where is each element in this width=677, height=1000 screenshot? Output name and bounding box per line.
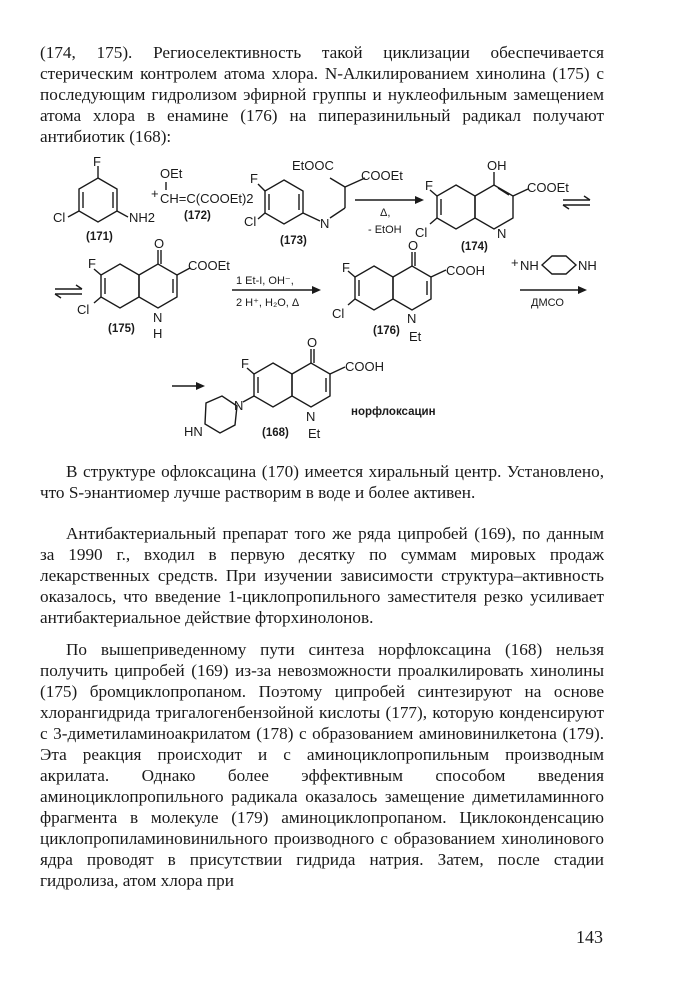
atom-n: N <box>234 398 244 413</box>
condition-step1: 1 Et-I, OH⁻, <box>236 275 294 287</box>
atom-cl: Cl <box>53 210 66 225</box>
equilibrium-arrow-1 <box>563 196 590 209</box>
label-175: (175) <box>108 323 135 335</box>
atom-oh: OH <box>487 158 507 173</box>
atom-n: N <box>320 216 330 231</box>
structure-175 <box>77 236 230 341</box>
atom-f: F <box>88 256 96 271</box>
atom-et: Et <box>409 329 422 344</box>
atom-o: O <box>408 238 419 253</box>
compound-name: норфлоксацин <box>351 406 436 418</box>
group-cooh: COOH <box>446 263 485 278</box>
atom-n: N <box>497 226 507 241</box>
atom-hn: HN <box>184 424 203 439</box>
structure-piperazine <box>511 255 597 274</box>
atom-nh: NH <box>520 258 539 273</box>
label-171: (171) <box>86 231 113 243</box>
label-173: (173) <box>280 235 307 247</box>
paragraph-intro: (174, 175). Региоселективность такой циклизации обеспечивается стерическим контролем атома хлора. N-Алкилированием хинолина (175) с последующим гидролизом эфирной группы и нуклеофильным замещением атома хлора в енамине (176) на пиперазинильный радикал получают антибиотик (168): <box>40 43 604 146</box>
atom-oet: OEt <box>160 166 183 181</box>
atom-f: F <box>93 154 101 169</box>
atom-o: O <box>154 236 165 251</box>
atom-o: O <box>307 335 318 350</box>
condition-heat: Δ, <box>380 207 391 219</box>
condition-step2: 2 H⁺, H₂O, Δ <box>236 297 300 309</box>
atom-cl: Cl <box>415 225 428 240</box>
plus-sign: + <box>151 186 159 201</box>
atom-f: F <box>250 171 258 186</box>
plus-sign: + <box>511 255 519 270</box>
atom-f: F <box>342 260 350 275</box>
group-cooh: COOH <box>345 359 384 374</box>
condition-dmso: ДМСО <box>531 297 564 309</box>
atom-f: F <box>425 178 433 193</box>
structure-168 <box>184 335 436 441</box>
atom-n: N <box>306 409 316 424</box>
paragraph-ciprobay: Антибактериальный препарат того же ряда ципробей (169), по данным за 1990 г., входил в первую десятку по суммам мировых продаж лекарственных средств. При изучении зависимости структура–активность оказалось, что введение 1-циклопропильного заместителя резко усиливает антибактериальное действие фторхинолонов. <box>40 524 604 627</box>
atom-f: F <box>241 356 249 371</box>
paragraph-synthesis: По вышеприведенному пути синтеза норфлоксацина (168) нельзя получить ципробей (169) из-за невозможности проалкилировать хинолины (175) бромциклопропаном. Поэтому ципробей синтезируют на основе хлорангидрида тригалогенбензойной кислоты (177), которую конденсируют с 3-диметиламиноакрилатом (178) с образованием аминовинилкетона (179). Эта реакция происходит и с аминоциклопропильным производным акрилата. Однако более эффективным способом введения аминоциклопропильного радикала оказалось замещение диметиламинного фрагмента в молекуле (179) аминоциклопропаном. Циклоконденсацию циклопропиламиновинильного производного с образованием хинолинового ядра проводят в присутствии гидрида натрия. Затем, после стадии гидролиза, атом хлора при <box>40 640 604 890</box>
reaction-arrow-3 <box>520 286 587 309</box>
paragraph-ofloxacin: В структуре офлоксацина (170) имеется хиральный центр. Установлено, что S-энантиомер лучше растворим в воде и более активен. <box>40 462 604 502</box>
atom-n: N <box>153 310 163 325</box>
atom-h: H <box>153 326 163 341</box>
reaction-arrow-1 <box>355 196 424 236</box>
label-172: (172) <box>184 210 211 222</box>
group-cooet: COOEt <box>527 180 569 195</box>
page-number: 143 <box>576 927 603 947</box>
atom-nh2: NH2 <box>129 210 156 225</box>
atom-cl: Cl <box>244 214 257 229</box>
label-168: (168) <box>262 427 289 439</box>
group-cooet: COOEt <box>361 168 403 183</box>
structure-172 <box>160 166 254 222</box>
structure-176 <box>332 238 485 344</box>
equilibrium-arrow-2 <box>55 285 82 298</box>
group-cooet: COOEt <box>188 258 230 273</box>
atom-cl: Cl <box>332 306 345 321</box>
reaction-arrow-2 <box>232 275 321 309</box>
reagent-formula: CH=C(COOEt)2 <box>160 191 254 206</box>
reaction-arrow-4 <box>172 382 205 390</box>
group-etooc: EtOOC <box>292 158 334 173</box>
condition-etoh: - EtOH <box>368 224 402 236</box>
label-174: (174) <box>461 241 488 253</box>
reaction-scheme <box>0 0 677 450</box>
structure-171 <box>53 154 155 243</box>
label-176: (176) <box>373 325 400 337</box>
structure-174 <box>415 158 569 253</box>
atom-cl: Cl <box>77 302 90 317</box>
atom-nh: NH <box>578 258 597 273</box>
atom-et: Et <box>308 426 321 441</box>
atom-n: N <box>407 311 417 326</box>
